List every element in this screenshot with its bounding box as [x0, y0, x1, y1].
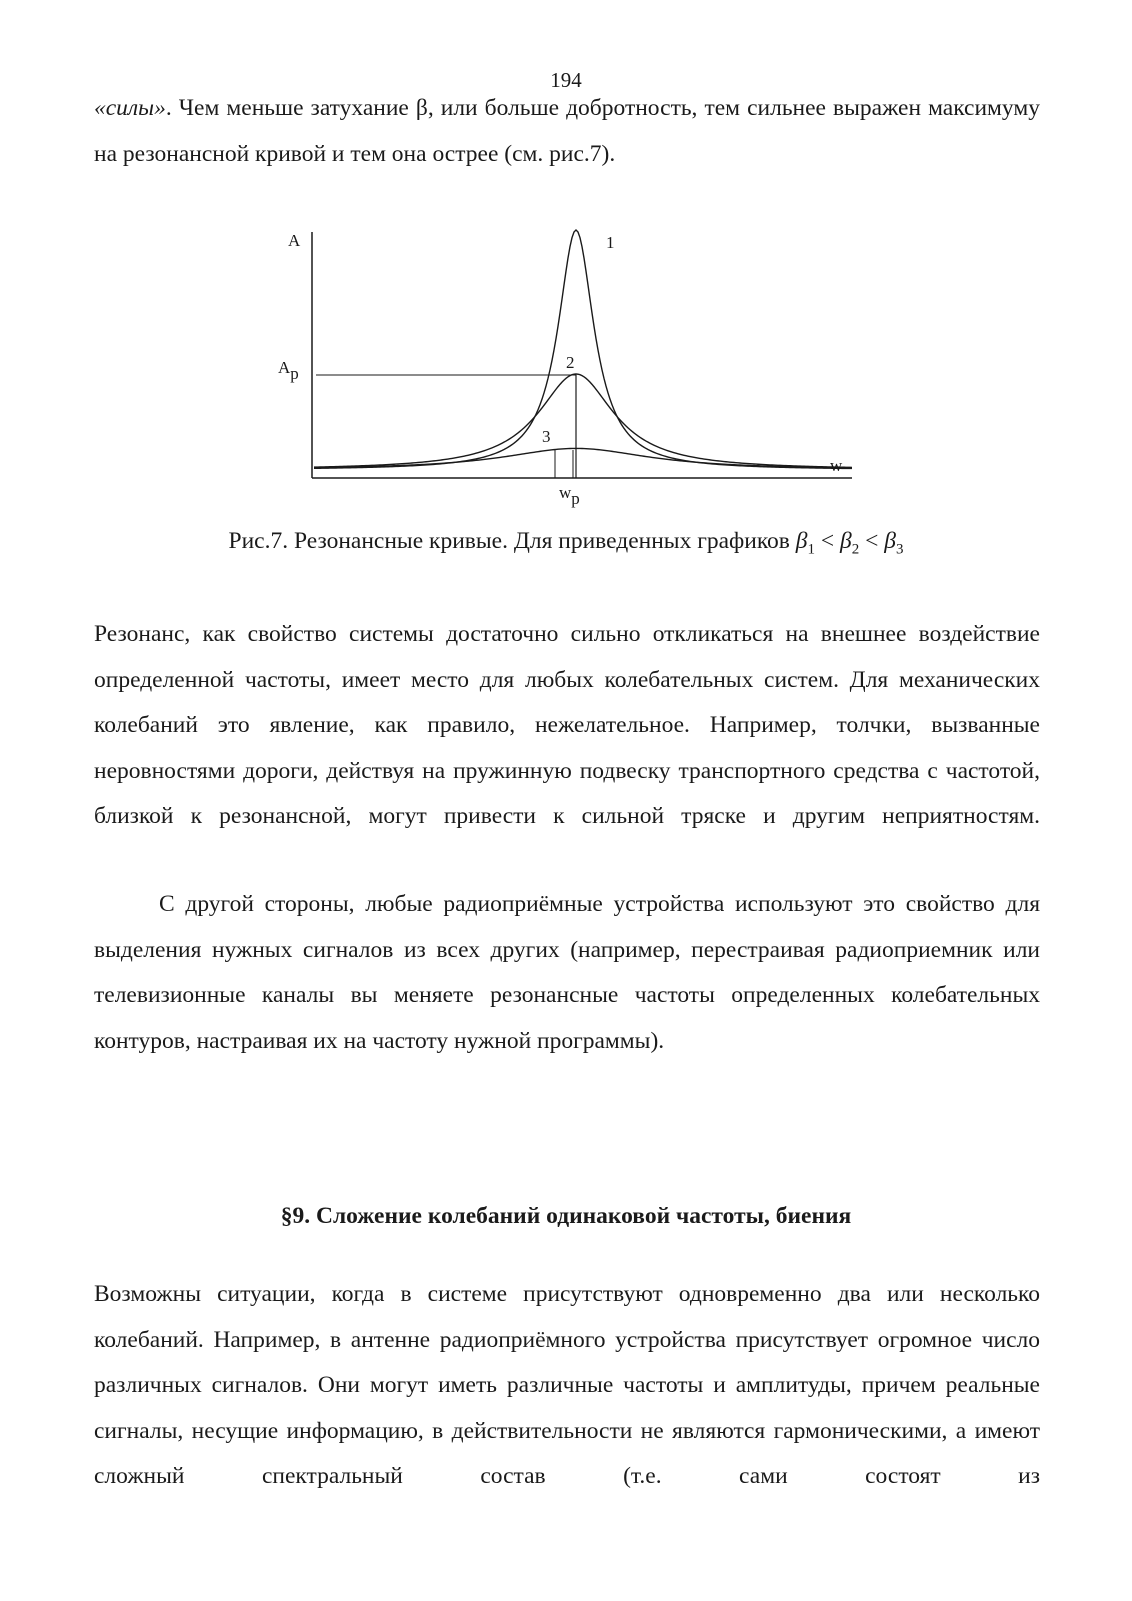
paragraph-resonance: Резонанс, как свойство системы достаточно сильно откликаться на внешнее воздействие определенной частоты, имеет место для любых колебательных систем. Для механических колебаний это явление, как правило, нежелательное. Например, толчки, вызванные неровностями дороги, действуя на пружинную подвеску транспортного средства с частотой, близкой к резонансной, могут привести к сильной тряске и другим неприятностям.: [94, 621, 1040, 829]
y-axis-label: A: [288, 231, 301, 250]
curve-2: [314, 374, 852, 467]
paragraph-radio: С другой стороны, любые радиоприёмные устройства используют это свойство для выделения нужных сигналов из всех других (например, перестраивая радиоприемник или телевизионные каналы вы меняете резонансные частоты определенных колебательных контуров, настраивая их на частоту нужной программы).: [94, 891, 1040, 1054]
curve-1: [314, 230, 852, 468]
paragraph-intro-text: . Чем меньше затухание β, или больше добротность, тем сильнее выражен максимуму на резонансной кривой и тем она острее (см. рис.7).: [94, 95, 1040, 167]
paragraph-oscillations: Возможны ситуации, когда в системе присутствуют одновременно два или несколько колебаний. Например, в антенне радиоприёмного устройства присутствует огромное число различных сигналов. Они могут иметь различные частоты и амплитуды, причем реальные сигналы, несущие информацию, в действительности не являются гармоническими, а имеют сложный спектральный состав (т.е. сами состоят из: [94, 1281, 1040, 1489]
curve-2-label: 2: [566, 353, 575, 372]
section-heading: §9. Сложение колебаний одинаковой частоты, биения: [280, 1203, 852, 1229]
paragraph-intro: [94, 86, 1040, 177]
emphasis-text: «силы»: [94, 95, 166, 121]
page-number: 194: [550, 68, 582, 92]
x-axis-label: w: [830, 456, 843, 475]
curve-3-label: 3: [542, 427, 551, 446]
y-marker-label: Ap: [278, 358, 299, 383]
figure-caption: Рис.7. Резонансные кривые. Для приведенных графиков $\beta_1 < \beta_2 < \beta_3$: [228, 528, 904, 558]
resonance-curves-figure: [268, 220, 868, 520]
x-marker-label: wp: [559, 483, 580, 508]
curve-1-label: 1: [606, 233, 615, 252]
